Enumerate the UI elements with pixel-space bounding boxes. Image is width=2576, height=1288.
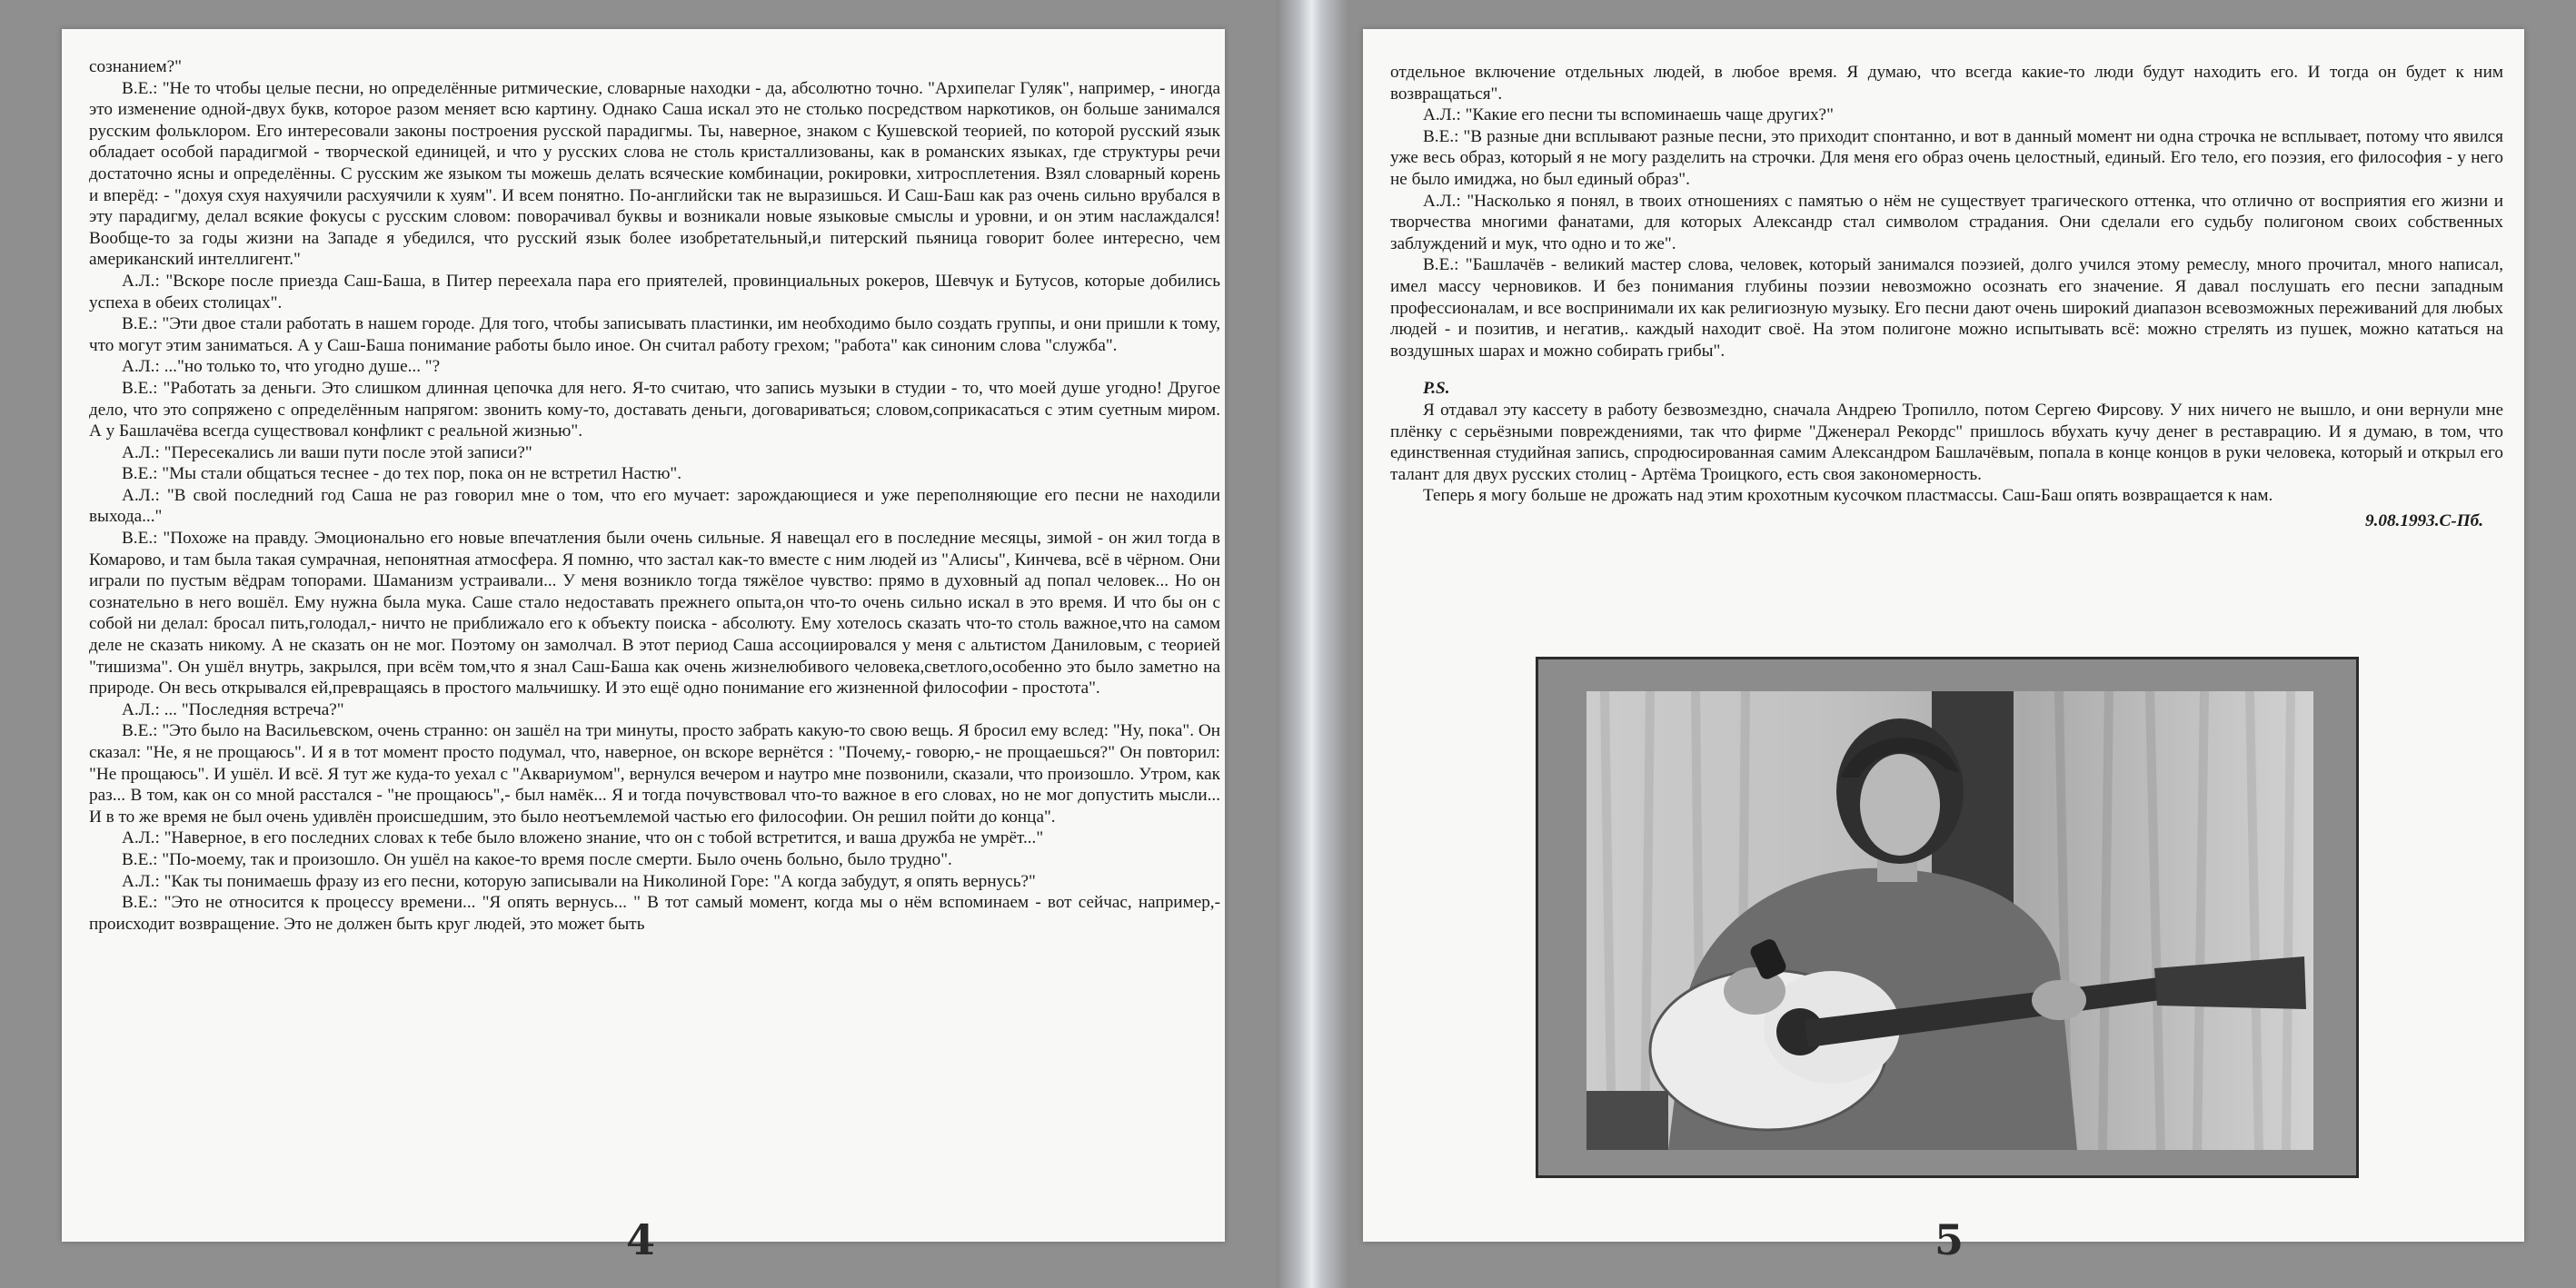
paragraph: В.Е.: "Эти двое стали работать в нашем городе. Для того, чтобы записывать пластинки, им необходимо было создать группы, и они пришли к тому, что могут этим заниматься. А у Саш-Баша понимание работы было иное. Он считал работу грехом; "работа" как синоним слова "служба". [89,314,1220,355]
paragraph: В.Е.: "Похоже на правду. Эмоционально его новые впечатления были очень сильные. Я навещал его в последние месяцы, зимой - он жил тогда в Комарово, и там была такая сумрачная, непонятная атмосфера. Я помню, что застал как-то вместе с ним людей из "Алисы", Кинчева, всё в чёрном. Они играли по пустым вёдрам топорами. Шаманизм устраивали... У меня возникло тогда тяжёлое чувство: прямо в духовный ад попал человек... Но он сознательно в него вошёл. Ему нужна была мука. Саше стало недоставать прежнего опыта,он что-то очень сильно искал в это время. И что бы он с собой ни делал: бросал пить,голодал,- ничто не приближало его к объекту поиска - абсолюту. Ему хотелось сказать что-то столь важное,что на самом деле не сказать никому. А не сказать он не мог. Поэтому он замолчал. В этот период Саша ассоциировался у меня с альтистом Даниловым, с теорией "тишизма". Он ушёл внутрь, закрылся, при всём том,что я знал Саш-Баша как очень жизнелюбивого человека,светлого,особенно это было заметно на природе. Он весь открывался ей,превращаясь в простого мальчишку. И это ещё одно понимание его жизненной философии - простота". [89,529,1220,698]
booklet-spine [1277,0,1349,1288]
paragraph: В.Е.: "Это было на Васильевском, очень странно: он зашёл на три минуты, просто забрать какую-то свою вещь. Я бросил ему вслед: "Ну, пока". Он сказал: "Не, я не прощаюсь". И я в тот момент просто подумал, что, наверное, он вскоре вернётся : "Почему,- говорю,- не прощаешься?" Он повторил: "Не прощаюсь". И ушёл. И всё. Я тут же куда-то уехал с "Аквариумом", вернулся вечером и наутро мне позвонили, сказали, что произошло. Утром, как раз... В том, как он со мной расстался - "не прощаюсь",- был намёк... Я и тогда почувствовал что-то важное в его словах, но не мог допустить мысли... И в то же время не был очень удивлён происшедшим, это было неотъемлемой частью его философии. Он решил пойти до конца". [89,721,1220,827]
date-signature: 9.08.1993.С-Пб. [2364,510,2483,530]
paragraph: В.Е.: "Не то чтобы целые песни, но определённые ритмические, словарные находки - да, абсолютно точно. "Архипелаг Гуляк", например, - иногда это изменение одной-двух букв, которое разом меняет всю картину. Однако Саша искал это не столько посредством наркотиков, он больше занимался русским фольклором. Его интересовали законы построения русской парадигмы. Ты, наверное, знаком с Кушевской теорией, по которой русский язык обладает особой парадигмой - творческой единицей, и что у русских слова не столь кристаллизованы, как в романских языках, где структуры речи достаточно ясны и определённы. С русским же языком ты можешь делать всяческие комбинации, рокировки, хитросплетения. Взял словарный корень и вперёд: - "дохуя схуя нахуячили расхуячили к хуям". И всем понятно. По-английски так не выразишься. И Саш-Баш как раз очень сильно врубался в эту парадигму, делал всякие фокусы с русским словом: поворачивал буквы и возникали новые языковые смыслы и уровни, и он этим наслаждался! Вообще-то за годы жизни на Западе я убедился, что русский язык более изобретательный,и питерский пьяница говорит более интересно, чем американский интеллигент." [89,78,1220,270]
paragraph: В.Е.: "Это не относится к процессу времени... "Я опять вернусь... " В тот самый момент, когда мы о нём вспоминаем - вот сейчас, например,- происходит возвращение. Это не должен быть круг людей, это может быть [89,893,1220,934]
photo-frame [1536,657,2359,1178]
paragraph: В.Е.: "Мы стали общаться теснее - до тех пор, пока он не встретил Настю". [122,464,682,484]
paragraph: А.Л.: "Какие его песни ты вспоминаешь чаще других?" [1423,105,1834,125]
paragraph: А.Л.: "Наверное, в его последних словах к тебе было вложено знание, что он с тобой встретится, и ваша дружба не умрёт..." [122,828,1044,848]
paragraph: В.Е.: "По-моему, так и произошло. Он ушёл на какое-то время после смерти. Было очень больно, было трудно". [122,849,952,869]
paragraph: А.Л.: ..."но только то, что угодно душе... "? [122,357,441,377]
left-page [62,29,1225,1242]
guitarist-photo [1586,691,2313,1150]
paragraph: А.Л.: "Как ты понимаешь фразу из его песни, которую записывали на Николиной Горе: "А когда забудут, я опять вернусь?" [122,871,1036,891]
paragraph: В.Е.: "В разные дни всплывают разные песни, это приходит спонтанно, и вот в данный момент ни одна строчка не всплывает, потому что явился уже весь образ, который я не могу разделить на строчки. Для меня его образ очень целостный, единый. Его тело, его поэзия, его философия - у него не было имиджа, но был единый образ". [1390,126,2503,189]
paragraph: А.Л.: "Пересекались ли ваши пути после этой записи?" [122,442,532,462]
paragraph: А.Л.: ... "Последняя встреча?" [122,699,344,719]
paragraph: А.Л.: "Насколько я понял, в твоих отношениях с памятью о нём не существует трагического оттенка, что отлично от восприятия его жизни и творчества многими фанатами, для которых Александр стал символом страдания. Они сделали его судьбу полигоном своих собственных заблуждений и мук, что одно и то же". [1390,191,2503,253]
left-page-text [89,56,1220,935]
page-number-right: 5 [1934,1215,1964,1264]
postscript-label: P.S. [1423,379,1450,399]
paragraph: А.Л.: "Вскоре после приезда Саш-Баша, в Питер переехала пара его приятелей, провинциальных рокеров, Шевчук и Бутусов, которые добились успеха в обеих столицах". [89,271,1220,312]
paragraph: отдельное включение отдельных людей, в любое время. Я думаю, что всегда какие-то люди будут находить его. И тогда он будет к ним возвращаться". [1390,63,2503,104]
right-page-text [1390,62,2503,531]
paragraph: Теперь я могу больше не дрожать над этим крохотным кусочком пластмассы. Саш-Баш опять возвращается к нам. [1423,486,2273,506]
paragraph: В.Е.: "Башлачёв - великий мастер слова, человек, который занимался поэзией, долго учился этому ремеслу, много прочитал, много написал, имел массу черновиков. И без понимания глубины поэзии невозможно осознать его значение. Я давал послушать его песни западным профессионалам, и все воспринимали их как религиозную музыку. Его песни дают очень широкий диапазон всевозможных переживаний для любых людей - и позитив, и негатив,. каждый находит своё. На этом полигоне можно испытывать всё: можно стрелять из пушек, можно кататься на воздушных шарах и можно собирать грибы". [1390,255,2503,361]
paragraph: Я отдавал эту кассету в работу безвозмездно, сначала Андрею Тропилло, потом Сергею Фирсову. У них ничего не вышло, и они вернули мне плёнку с серьёзными повреждениями, так что фирме "Дженерал Рекордс" пришлось вбухать кучу денег в реставрацию. И я думаю, в том, что единственная студийная запись, спродюсированная самим Александром Башлачёвым, попала в конце концов в руки человека, который и открыл его талант для двух русских столиц - Артёма Троицкого, есть своя закономерность. [1390,400,2503,484]
page-number-left: 4 [625,1215,655,1264]
paragraph: А.Л.: "В свой последний год Саша не раз говорил мне о том, что его мучает: зарождающиеся и уже переполняющие его песни не находили выхода..." [89,485,1220,527]
paragraph: сознанием?" [89,57,183,76]
guitarist-illustration [1586,691,2313,1150]
paragraph: В.Е.: "Работать за деньги. Это слишком длинная цепочка для него. Я-то считаю, что запись музыки в студии - то, что моей душе угодно! Другое дело, что это сопряжено с определённым напрягом: звонить кому-то, доставать деньги, договариваться; словом,соприкасаться с этим суетным миром. А у Башлачёва всегда существовал конфликт с реальной жизнью". [89,378,1220,441]
